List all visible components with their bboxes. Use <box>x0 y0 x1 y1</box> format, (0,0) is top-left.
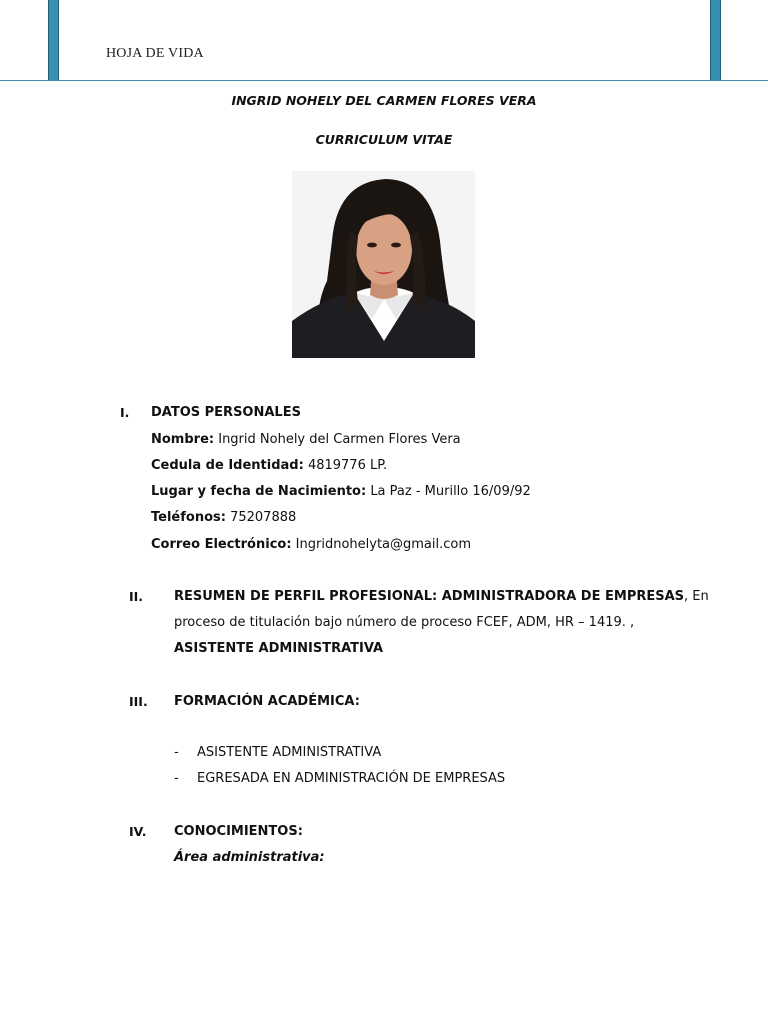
field-cedula-value: 4819776 LP. <box>307 458 388 473</box>
field-nombre <box>151 432 461 447</box>
section-1-title: DATOS PERSONALES <box>151 405 301 420</box>
section-3-numeral: III. <box>129 694 148 709</box>
document-subtitle: CURRICULUM VITAE <box>315 132 453 147</box>
header-accent-left <box>48 0 59 80</box>
field-telefonos <box>151 510 296 525</box>
list-bullet: - <box>174 771 179 786</box>
field-telefonos-value: 75207888 <box>230 510 297 525</box>
section-2-line-1 <box>174 589 709 604</box>
document-name: INGRID NOHELY DEL CARMEN FLORES VERA <box>231 93 537 108</box>
section-3-title: FORMACIÓN ACADÉMICA: <box>174 694 360 709</box>
section-1-numeral: I. <box>120 405 130 420</box>
field-cedula-label: Cedula de Identidad: <box>151 458 304 473</box>
list-item: ASISTENTE ADMINISTRATIVA <box>197 745 382 760</box>
section-2-numeral: II. <box>129 589 144 604</box>
section-4-subtitle: Área administrativa: <box>174 850 325 865</box>
section-4-numeral: IV. <box>129 824 147 839</box>
header-title: HOJA DE VIDA <box>106 46 204 61</box>
field-nacimiento-label: Lugar y fecha de Nacimiento: <box>151 484 367 499</box>
section-4-title: CONOCIMIENTOS: <box>174 824 303 839</box>
field-correo-label: Correo Electrónico: <box>151 537 292 552</box>
list-bullet: - <box>174 745 179 760</box>
section-2-line-2: proceso de titulación bajo número de proceso FCEF, ADM, HR – 1419. , <box>174 615 635 630</box>
list-item: EGRESADA EN ADMINISTRACIÓN DE EMPRESAS <box>197 771 506 786</box>
field-nombre-value: Ingrid Nohely del Carmen Flores Vera <box>218 432 461 447</box>
field-cedula <box>151 458 387 473</box>
section-2-after-title: , En <box>684 589 709 604</box>
section-2-title: RESUMEN DE PERFIL PROFESIONAL: ADMINISTRADORA DE EMPRESAS <box>174 589 685 604</box>
field-nacimiento <box>151 484 531 499</box>
field-nacimiento-value: La Paz - Murillo 16/09/92 <box>370 484 531 499</box>
field-correo-value: Ingridnohelyta@gmail.com <box>295 537 472 552</box>
header-rule <box>0 80 768 81</box>
profile-photo-illustration <box>292 171 475 358</box>
field-correo <box>151 537 471 552</box>
section-2-line-3: ASISTENTE ADMINISTRATIVA <box>174 641 384 656</box>
profile-photo <box>292 171 475 358</box>
header-accent-right <box>710 0 721 80</box>
field-telefonos-label: Teléfonos: <box>151 510 226 525</box>
field-nombre-label: Nombre: <box>151 432 215 447</box>
